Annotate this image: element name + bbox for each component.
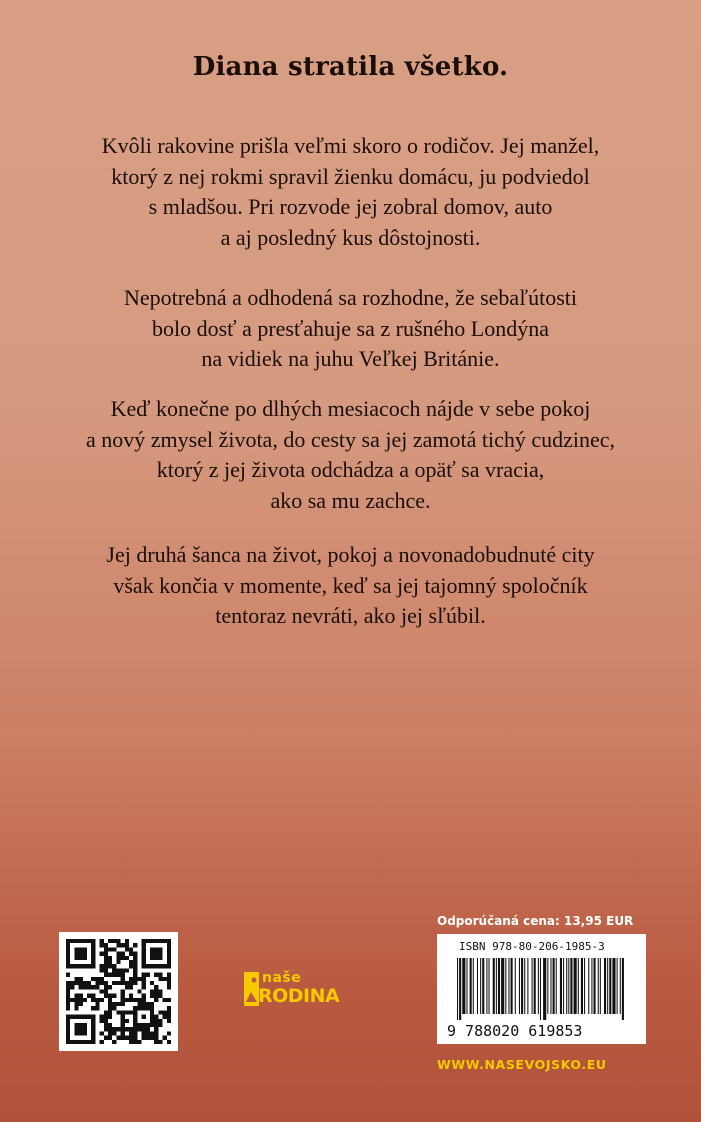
barcode-bar	[591, 958, 592, 1014]
barcode-bar	[612, 958, 615, 1014]
publisher-logo	[244, 970, 368, 1010]
barcode-bar	[547, 958, 548, 1014]
price-label: Odporúčaná cena: 13,95 EUR	[437, 914, 634, 928]
barcode-bar	[584, 958, 585, 1014]
barcode-bar	[457, 958, 458, 1020]
barcode-bar	[563, 958, 564, 1014]
paragraph-line: a nový zmysel života, do cesty sa jej zamotá tichý cudzinec,	[85, 426, 616, 452]
barcode-bar	[489, 958, 490, 1014]
barcode-bar	[620, 958, 621, 1014]
barcode-bar	[505, 958, 506, 1014]
paragraph-line: však končia v momente, keď sa jej tajomný spoločník	[113, 572, 588, 598]
paragraph-line: ako sa mu zachce.	[270, 487, 431, 513]
barcode-bar	[459, 958, 461, 1020]
barcode-bar	[515, 958, 516, 1014]
barcode-bar	[462, 958, 465, 1014]
barcode-bar	[568, 958, 569, 1014]
barcode-bar	[477, 958, 478, 1014]
barcode-bar	[540, 958, 541, 1020]
isbn-label: ISBN 978-80-206-1985-3	[459, 940, 605, 953]
paragraph-line: a aj posledný kus dôstojnosti.	[220, 224, 481, 250]
barcode-bar	[581, 958, 583, 1014]
barcode-bar	[511, 958, 513, 1014]
barcode-bar	[493, 958, 495, 1014]
barcode-bar	[501, 958, 504, 1014]
barcode-bar	[532, 958, 533, 1014]
barcode-bar	[496, 958, 497, 1014]
paragraph-line: Nepotrebná a odhodená sa rozhodne, že sebaľútosti	[123, 285, 578, 310]
barcode-bar	[534, 958, 536, 1014]
barcode-bar	[553, 958, 555, 1014]
publisher-name-line1: naše	[262, 970, 302, 986]
paragraph-line: ktorý z nej rokmi spravil žienku domácu, ju podviedol	[111, 163, 590, 189]
barcode-bar	[600, 958, 601, 1014]
barcode-bar	[543, 958, 546, 1020]
barcode-bar	[527, 958, 528, 1014]
barcode-bar	[594, 958, 596, 1014]
paragraph-line: Kvôli rakovine prišla veľmi skoro o rodičov. Jej manžel,	[101, 133, 600, 158]
barcode-bar	[604, 958, 606, 1014]
barcode-bar	[486, 958, 487, 1014]
barcode-bar	[560, 958, 562, 1014]
barcode-digits: 9 788020 619853	[447, 1022, 583, 1040]
paragraph-line: na vidiek na juhu Veľkej Británie.	[201, 346, 500, 371]
barcode-bar	[519, 958, 520, 1014]
paragraph-2	[40, 283, 661, 375]
barcode-bar	[622, 958, 624, 1020]
paragraph-line: tentoraz nevráti, ako jej sľúbil.	[215, 603, 486, 628]
barcode-bar	[466, 958, 467, 1014]
barcode-bar	[508, 958, 509, 1014]
publisher-logo-icon	[244, 972, 259, 1006]
barcode-icon	[457, 958, 627, 1020]
barcode-bar	[609, 958, 611, 1014]
barcode-bar	[598, 958, 599, 1014]
barcode-bar	[521, 958, 523, 1014]
publisher-name-line2: RODINA	[258, 985, 340, 1007]
paragraph-line: bolo dosť a presťahuje sa z rušného Londýna	[152, 315, 549, 341]
barcode-bar	[473, 958, 474, 1014]
barcode-bar	[556, 958, 557, 1014]
paragraph-4	[40, 540, 661, 632]
barcode-bar	[617, 958, 618, 1014]
barcode-bar	[570, 958, 572, 1014]
barcode-bar	[607, 958, 608, 1014]
barcode-bar	[498, 958, 500, 1014]
barcode-bar	[578, 958, 579, 1014]
barcode-bar	[550, 958, 551, 1014]
paragraph-line: ktorý z jej života odchádza a opäť sa vracia,	[156, 457, 545, 482]
barcode-bar	[566, 958, 567, 1014]
qr-code-icon	[59, 932, 178, 1051]
headline: Diana stratila všetko.	[192, 52, 509, 82]
barcode-bar	[482, 958, 484, 1014]
barcode-bar	[588, 958, 589, 1014]
paragraph-3	[40, 394, 661, 516]
barcode-bar	[538, 958, 539, 1014]
paragraph-line: s mladšou. Pri rozvode jej zobral domov, auto	[148, 194, 553, 219]
barcode-panel	[437, 934, 646, 1044]
barcode-bar	[470, 958, 472, 1014]
barcode-bar	[574, 958, 577, 1014]
paragraph-line: Keď konečne po dlhých mesiacoch nájde v sebe pokoj	[110, 396, 591, 421]
website-link[interactable]: WWW.NASEVOJSKO.EU	[437, 1057, 607, 1072]
paragraph-1	[40, 131, 661, 253]
barcode-bar	[524, 958, 525, 1014]
paragraph-line: Jej druhá šanca na život, pokoj a novonadobudnuté city	[106, 542, 595, 567]
barcode-bar	[480, 958, 481, 1014]
